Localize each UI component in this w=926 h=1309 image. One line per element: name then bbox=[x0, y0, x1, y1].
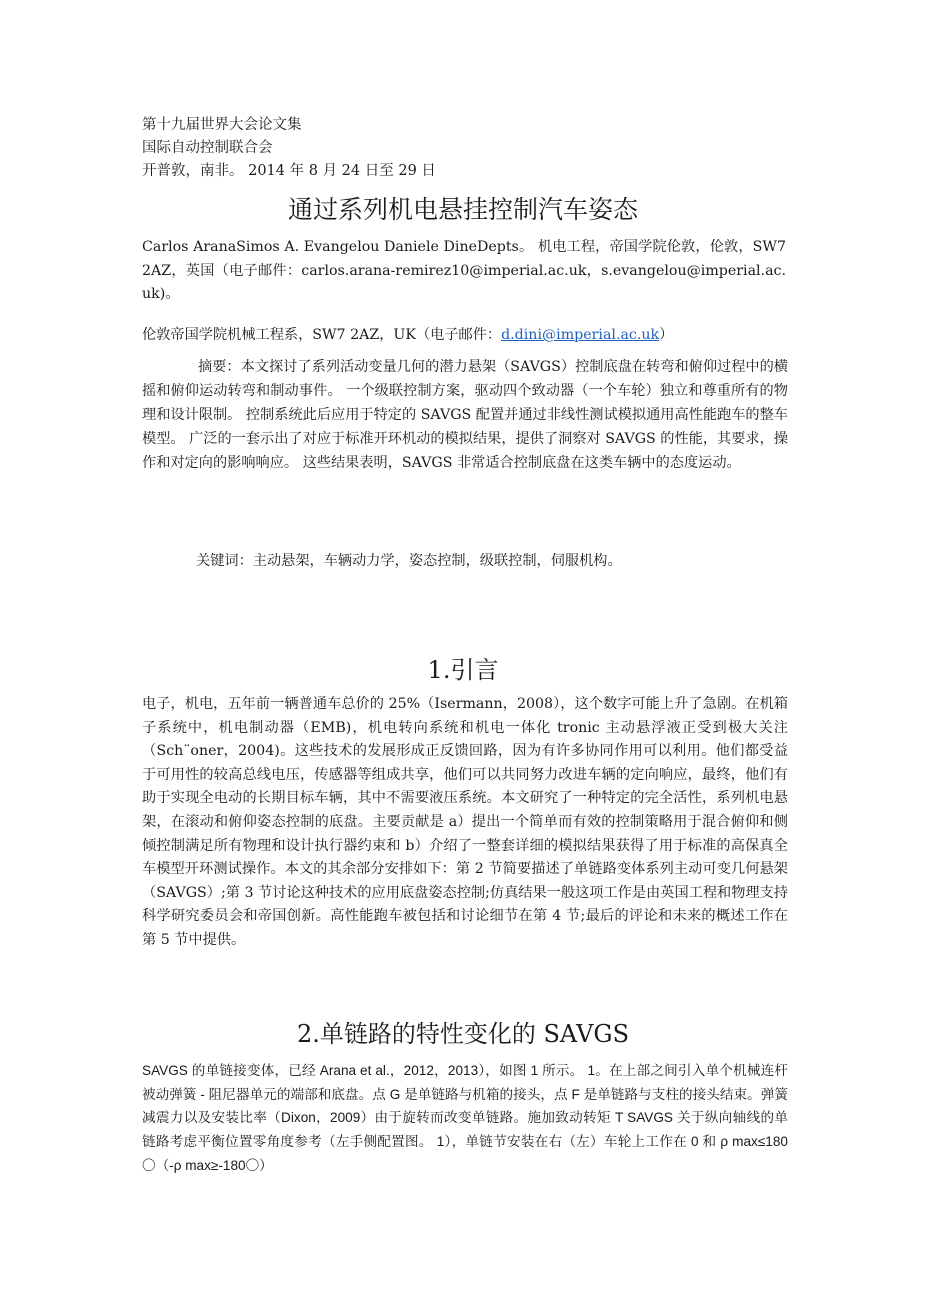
affiliation bbox=[142, 324, 792, 347]
section-heading-savgs: 2.单链路的特性变化的 SAVGS bbox=[296, 1020, 630, 1048]
proceedings-title: 第十九届世界大会论文集 bbox=[142, 117, 302, 133]
savgs-body: SAVGS 的单链接变体，已经 Arana et al.，2012，2013），如图 1 所示。 1。在上部之间引入单个机械连杆被动弹簧 - 阻尼器单元的端部和底盘。点 G 是单链路与机箱的接头，点 F 是单链路与支柱的接头结束。弹簧减震力以及安装比率（Dixon，2009）由于旋转而改变单链路。施加致动转矩 T SAVGS 关于纵向轴线的单链路考虑平衡位置零角度参考（左手侧配置图。 1），单链节安装在右（左）车轮上工作在 0 和 ρ max≤180〇（-ρ max≥-180〇） bbox=[142, 1063, 788, 1173]
email-link[interactable]: d.dini@imperial.ac.uk bbox=[501, 327, 660, 343]
abstract: 摘要：本文探讨了系列活动变量几何的潜力悬架（SAVGS）控制底盘在转弯和俯仰过程中的横摇和俯仰运动转弯和制动事件。 一个级联控制方案，驱动四个致动器（一个车轮）独立和尊重所有的物理和设计限制。 控制系统此后应用于特定的 SAVGS 配置并通过非线性测试模拟通用高性能跑车的整车模型。 广泛的一套示出了对应于标准开环机动的模拟结果，提供了洞察对 SAVGS 的性能，其要求，操作和对定向的影响响应。 这些结果表明，SAVGS 非常适合控制底盘在这类车辆中的态度运动。 bbox=[142, 359, 788, 471]
proceedings-header bbox=[142, 114, 436, 183]
section-heading-introduction: 1.引言 bbox=[427, 656, 499, 684]
keywords: 关键词：主动悬架，车辆动力学，姿态控制，级联控制，伺服机构。 bbox=[196, 553, 622, 569]
author-list: Carlos AranaSimos A. Evangelou Daniele DineDepts。 机电工程，帝国学院伦敦，伦敦，SW7 2AZ，英国（电子邮件：carlos.arana-remirez10@imperial.ac.uk，s.evangelou@imperial.ac.uk)。 bbox=[142, 239, 786, 302]
proceedings-organization: 国际自动控制联合会 bbox=[142, 140, 273, 156]
affiliation-text: 伦敦帝国学院机械工程系，SW7 2AZ，UK（电子邮件： bbox=[142, 327, 502, 343]
introduction-body: 电子，机电，五年前一辆普通车总价的 25%（Isermann，2008），这个数字可能上升了急剧。在机箱子系统中，机电制动器（EMB)，机电转向系统和机电一体化 tronic 主动悬浮液正受到极大关注（Sch¨oner，2004)。这些技术的发展形成正反馈回路，因为有许多协同作用可以利用。他们都受益于可用性的较高总线电压，传感器等组成共享，他们可以共同努力改进车辆的定向响应，最终，他们有助于实现全电动的长期目标车辆，其中不需要液压系统。本文研究了一种特定的完全活性，系列机电悬架，在滚动和俯仰姿态控制的底盘。主要贡献是 a）提出一个简单而有效的控制策略用于混合俯仰和侧倾控制满足所有物理和设计执行器约束和 b）介绍了一整套详细的模拟结果获得了用于标准的高保真全车模型开环测试操作。本文的其余部分安排如下：第 2 节简要描述了单链路变体系列主动可变几何悬架（SAVGS）;第 3 节讨论这种技术的应用底盘姿态控制;仿真结果一般这项工作是由英国工程和物理支持科学研究委员会和帝国创新。高性能跑车被包括和讨论细节在第 4 节;最后的评论和未来的概述工作在第 5 节中提供。 bbox=[142, 696, 788, 948]
proceedings-location-date: 开普敦，南非。 2014 年 8 月 24 日至 29 日 bbox=[142, 163, 436, 179]
affiliation-close: ） bbox=[659, 327, 674, 343]
paper-title: 通过系列机电悬挂控制汽车姿态 bbox=[287, 195, 638, 224]
